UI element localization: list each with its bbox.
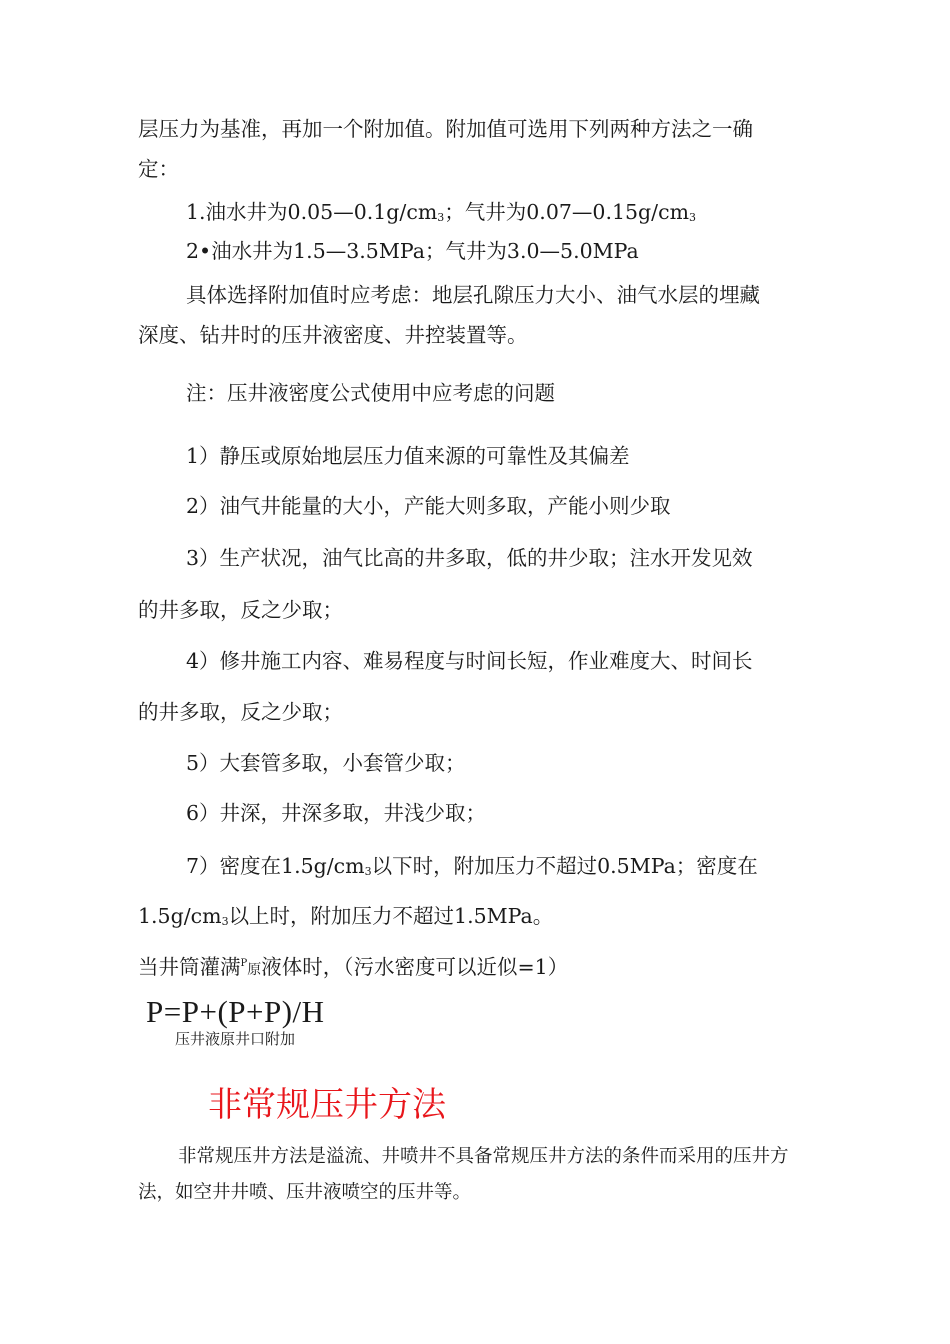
superscript: 3 <box>437 211 445 224</box>
text-run: 以上时，附加压力不超过1.5MPa。 <box>228 904 554 928</box>
symbol-p: P <box>240 958 248 969</box>
list-item-continuation: 的井多取，反之少取； <box>138 700 343 724</box>
text-run: 以下时，附加压力不超过0.5MPa；密度在 <box>371 854 758 878</box>
paragraph-line: 深度、钻井时的压井液密度、井控装置等。 <box>138 323 528 347</box>
list-item: 4）修井施工内容、难易程度与时间长短，作业难度大、时间长 <box>186 649 753 673</box>
text-run: ；气井为0.07—0.15g/cm <box>444 200 690 224</box>
text-run: 当井筒灌满 <box>138 955 241 979</box>
section-heading: 非常规压井方法 <box>208 1085 446 1125</box>
formula-subscripts: 压井液原井口附加 <box>175 1030 296 1048</box>
paragraph-line: 2•油水井为1.5—3.5MPa；气井为3.0—5.0MPa <box>186 239 639 263</box>
text-run: 液体时，（污水密度可以近似=1） <box>261 955 569 979</box>
list-item: 3）生产状况，油气比高的井多取，低的井少取；注水开发见效 <box>186 546 753 570</box>
list-item-continuation <box>138 906 553 927</box>
paragraph-line: 定： <box>138 157 179 181</box>
superscript: 3 <box>364 865 372 878</box>
note-heading: 注：压井液密度公式使用中应考虑的问题 <box>186 381 555 405</box>
list-item: 2）油气井能量的大小，产能大则多取，产能小则少取 <box>186 494 671 518</box>
paragraph-line: 法，如空井井喷、压井液喷空的压井等。 <box>138 1182 472 1203</box>
paragraph-line <box>186 202 696 223</box>
paragraph-line: 层压力为基准，再加一个附加值。附加值可选用下列两种方法之一确 <box>138 117 753 141</box>
list-item: 6）井深，井深多取，井浅少取； <box>186 801 487 825</box>
subscript-text: 原 <box>247 962 262 978</box>
text-run: 1.5g/cm <box>138 904 222 928</box>
paragraph-line: 非常规压井方法是溢流、井喷井不具备常规压井方法的条件而采用的压井方 <box>178 1146 789 1167</box>
list-item-continuation: 的井多取，反之少取； <box>138 598 343 622</box>
text-run: 7）密度在1.5g/cm <box>186 854 365 878</box>
paragraph-line <box>138 957 568 978</box>
paragraph-line: 具体选择附加值时应考虑：地层孔隙压力大小、油气水层的埋藏 <box>186 283 760 307</box>
formula: P=P+(P+P)/H <box>146 994 325 1029</box>
list-item: 1）静压或原始地层压力值来源的可靠性及其偏差 <box>186 444 630 468</box>
superscript: 3 <box>689 211 697 224</box>
superscript: 3 <box>221 915 229 928</box>
text-run: 1.油水井为0.05—0.1g/cm <box>186 200 438 224</box>
list-item <box>186 856 758 877</box>
list-item: 5）大套管多取，小套管少取； <box>186 751 466 775</box>
